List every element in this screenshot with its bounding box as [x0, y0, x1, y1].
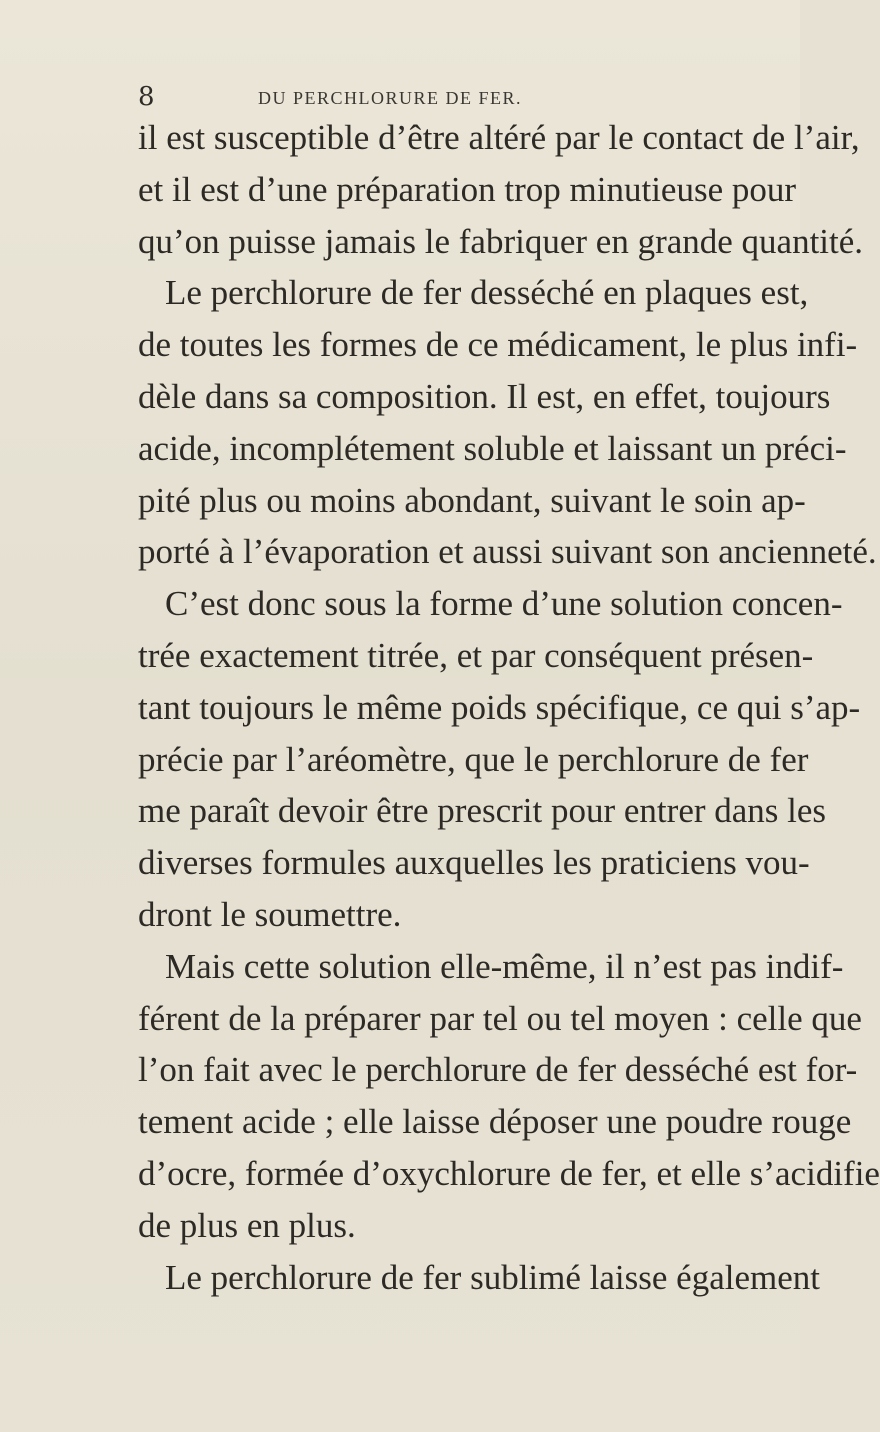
text-line: de toutes les formes de ce médicament, le plus infi- — [138, 325, 858, 365]
text-line: de plus en plus. — [138, 1205, 356, 1245]
text-line: Le perchlorure de fer sublimé laisse également — [165, 1257, 820, 1297]
text-line: Mais cette solution elle-même, il n’est pas indif- — [165, 946, 844, 986]
body-text — [138, 112, 880, 1303]
running-head: DU PERCHLORURE DE FER. — [258, 88, 523, 108]
text-line: tant toujours le même poids spécifique, ce qui s’ap- — [138, 687, 861, 727]
text-line: qu’on puisse jamais le fabriquer en grande quantité. — [138, 221, 864, 261]
text-line: pité plus ou moins abondant, suivant le soin ap- — [138, 480, 806, 520]
text-line: férent de la préparer par tel ou tel moyen : celle que — [138, 998, 862, 1038]
text-line: dront le soumettre. — [138, 894, 402, 934]
text-line: porté à l’évaporation et aussi suivant son ancienneté. — [138, 532, 877, 572]
text-line: diverses formules auxquelles les praticiens vou- — [138, 843, 810, 883]
text-line: trée exactement titrée, et par conséquent présen- — [138, 635, 814, 675]
page-number: 8 — [138, 82, 155, 112]
text-line: acide, incomplétement soluble et laissant un préci- — [138, 428, 847, 468]
text-line: tement acide ; elle laisse déposer une poudre rouge — [138, 1102, 852, 1142]
text-line: il est susceptible d’être altéré par le contact de l’air, — [138, 118, 860, 157]
text-line: précie par l’aréomètre, que le perchlorure de fer — [138, 739, 809, 779]
text-line: l’on fait avec le perchlorure de fer desséché est for- — [138, 1050, 858, 1090]
text-line: et il est d’une préparation trop minutieuse pour — [138, 169, 797, 209]
text-line: C’est donc sous la forme d’une solution concen- — [165, 584, 843, 624]
text-line: d’ocre, formée d’oxychlorure de fer, et elle s’acidifie — [138, 1153, 880, 1193]
text-line: Le perchlorure de fer desséché en plaques est, — [165, 273, 809, 313]
text-line: me paraît devoir être prescrit pour entrer dans les — [138, 791, 827, 831]
text-line: dèle dans sa composition. Il est, en effet, toujours — [138, 376, 831, 416]
